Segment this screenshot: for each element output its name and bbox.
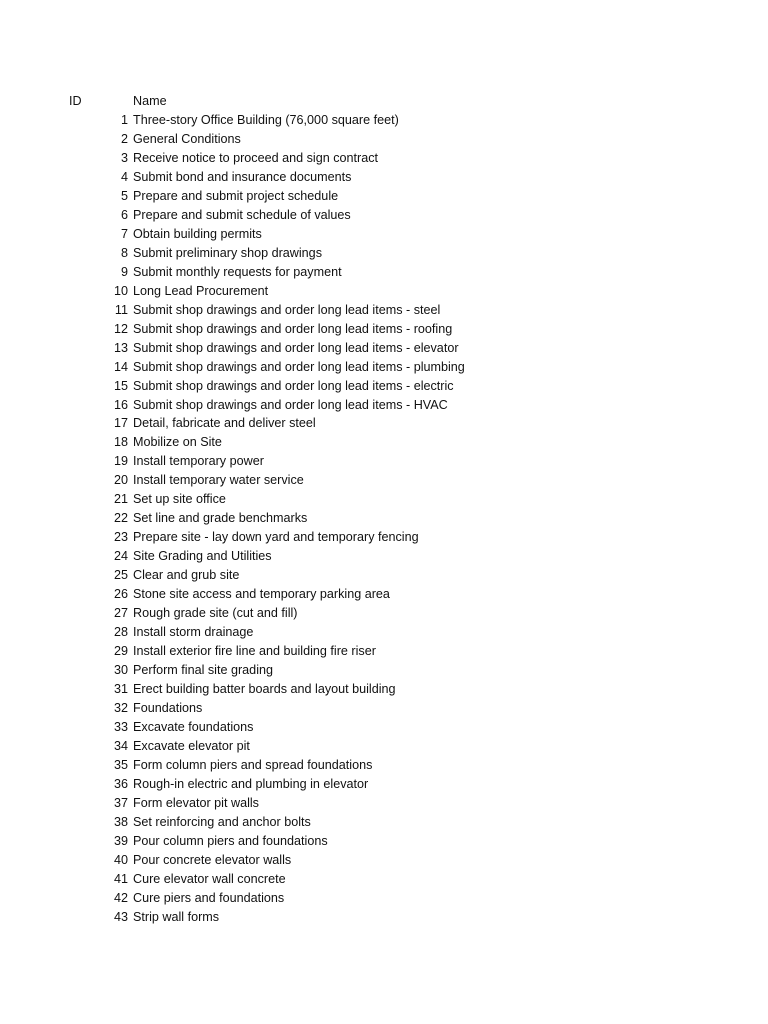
task-id: 43 [113, 909, 128, 924]
table-row [0, 149, 768, 168]
task-id: 38 [113, 814, 128, 829]
task-id: 25 [113, 568, 128, 583]
table-row [0, 206, 768, 225]
task-name: Rough grade site (cut and fill) [133, 606, 298, 621]
table-row [0, 396, 768, 415]
task-name: Site Grading and Utilities [133, 549, 272, 564]
task-id: 10 [113, 283, 128, 298]
task-name: Receive notice to proceed and sign contract [133, 150, 379, 165]
task-id: 36 [113, 776, 128, 791]
table-header-row [0, 92, 768, 111]
task-name: Form column piers and spread foundations [133, 757, 373, 772]
task-name: Foundations [133, 701, 203, 715]
task-name: Submit bond and insurance documents [133, 169, 352, 184]
task-id: 27 [113, 606, 128, 621]
table-row [0, 737, 768, 756]
table-row [0, 377, 768, 396]
task-name: Install storm drainage [133, 625, 254, 640]
task-name: Pour column piers and foundations [133, 833, 328, 848]
column-header-name: Name [133, 94, 167, 108]
task-name: Strip wall forms [133, 909, 220, 924]
task-name: Prepare site - lay down yard and temporary fencing [133, 530, 419, 545]
task-id: 34 [113, 738, 128, 753]
task-id: 13 [113, 340, 128, 355]
table-row [0, 225, 768, 244]
task-name: Install exterior fire line and building fire riser [133, 644, 376, 659]
task-id: 32 [113, 701, 128, 715]
task-id: 42 [113, 890, 128, 905]
task-name: Mobilize on Site [133, 435, 222, 450]
table-row [0, 320, 768, 339]
table-row [0, 604, 768, 623]
task-id: 18 [113, 435, 128, 450]
table-row [0, 509, 768, 528]
table-row [0, 680, 768, 699]
task-id: 39 [113, 833, 128, 848]
table-row [0, 547, 768, 566]
table-row [0, 339, 768, 358]
task-id: 9 [120, 264, 128, 279]
table-row [0, 870, 768, 889]
task-name: Submit shop drawings and order long lead items - electric [133, 378, 454, 393]
task-name: Submit shop drawings and order long lead items - steel [133, 302, 441, 317]
task-name: Cure elevator wall concrete [133, 871, 286, 886]
table-row [0, 528, 768, 547]
task-id: 30 [113, 663, 128, 678]
task-id: 3 [120, 150, 128, 165]
table-row [0, 130, 768, 149]
task-name: Prepare and submit project schedule [133, 188, 339, 203]
task-name: Rough-in electric and plumbing in elevator [133, 776, 369, 791]
task-id: 14 [113, 359, 128, 374]
table-row [0, 111, 768, 130]
task-name: Set up site office [133, 492, 226, 507]
table-row [0, 889, 768, 908]
table-row [0, 794, 768, 813]
task-name: Submit shop drawings and order long lead items - plumbing [133, 359, 465, 374]
task-name: Submit shop drawings and order long lead items - roofing [133, 321, 453, 336]
table-row [0, 471, 768, 490]
task-name: Cure piers and foundations [133, 890, 285, 905]
task-name: Submit monthly requests for payment [133, 264, 342, 279]
task-id: 15 [113, 378, 128, 393]
task-id: 31 [113, 682, 128, 697]
table-row [0, 813, 768, 832]
task-name: Excavate elevator pit [133, 738, 250, 753]
task-name: Form elevator pit walls [133, 795, 259, 810]
task-table [0, 92, 768, 927]
task-name: Erect building batter boards and layout building [133, 682, 396, 697]
task-id: 24 [113, 549, 128, 564]
task-name: Obtain building permits [133, 226, 262, 241]
task-id: 17 [113, 416, 128, 431]
table-row [0, 244, 768, 263]
task-id: 29 [113, 644, 128, 659]
table-row [0, 585, 768, 604]
task-name: Submit shop drawings and order long lead items - elevator [133, 340, 459, 355]
table-row [0, 490, 768, 509]
task-name: Set line and grade benchmarks [133, 511, 308, 526]
column-header-id: ID [69, 94, 82, 108]
task-name: Set reinforcing and anchor bolts [133, 814, 311, 829]
task-id: 20 [113, 473, 128, 488]
task-name: Install temporary water service [133, 473, 304, 488]
table-row [0, 851, 768, 870]
task-id: 19 [113, 454, 128, 469]
table-row [0, 414, 768, 433]
table-row [0, 623, 768, 642]
task-name: Pour concrete elevator walls [133, 852, 292, 867]
task-id: 2 [120, 131, 128, 146]
task-id: 1 [120, 112, 128, 127]
task-name: Three-story Office Building (76,000 square feet) [133, 112, 399, 127]
task-name: Prepare and submit schedule of values [133, 207, 351, 222]
table-row [0, 756, 768, 775]
task-name: Perform final site grading [133, 663, 273, 678]
table-row [0, 263, 768, 282]
task-id: 7 [120, 226, 128, 241]
task-id: 23 [113, 530, 128, 545]
task-id: 40 [113, 852, 128, 867]
task-id: 8 [120, 245, 128, 260]
table-row [0, 452, 768, 471]
table-row [0, 832, 768, 851]
task-id: 21 [113, 492, 128, 507]
table-row [0, 282, 768, 301]
task-name: Install temporary power [133, 454, 264, 469]
task-id: 4 [120, 169, 128, 184]
table-row [0, 301, 768, 320]
table-row [0, 358, 768, 377]
table-row [0, 661, 768, 680]
task-name: Long Lead Procurement [133, 283, 269, 298]
task-id: 35 [113, 757, 128, 772]
table-row [0, 699, 768, 718]
table-row [0, 642, 768, 661]
table-row [0, 908, 768, 927]
task-id: 11 [114, 302, 128, 317]
task-name: Detail, fabricate and deliver steel [133, 416, 316, 431]
table-row [0, 775, 768, 794]
table-body [0, 111, 768, 927]
table-row [0, 433, 768, 452]
task-id: 16 [113, 397, 128, 412]
task-id: 33 [113, 719, 128, 734]
task-id: 12 [113, 321, 128, 336]
table-row [0, 566, 768, 585]
task-name: Submit preliminary shop drawings [133, 245, 322, 260]
task-name: Stone site access and temporary parking area [133, 587, 390, 602]
task-name: Submit shop drawings and order long lead items - HVAC [133, 397, 448, 412]
task-id: 5 [120, 188, 128, 203]
table-row [0, 187, 768, 206]
task-id: 28 [113, 625, 128, 640]
task-id: 22 [113, 511, 128, 526]
task-name: Clear and grub site [133, 568, 240, 583]
table-row [0, 168, 768, 187]
task-name: Excavate foundations [133, 719, 254, 734]
task-id: 37 [113, 795, 128, 810]
task-id: 26 [113, 587, 128, 602]
task-name: General Conditions [133, 131, 241, 146]
task-id: 41 [113, 871, 128, 886]
task-id: 6 [120, 207, 128, 222]
table-row [0, 718, 768, 737]
